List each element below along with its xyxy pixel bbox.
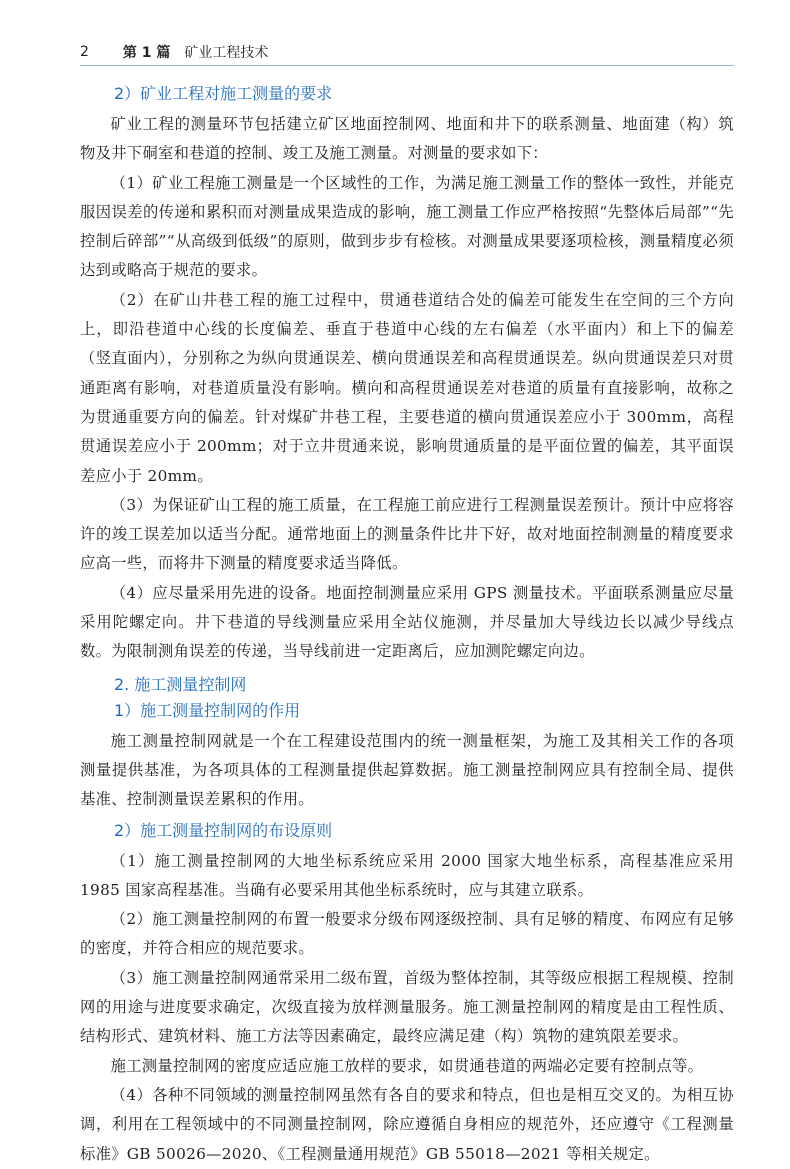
section-heading: 2）施工测量控制网的布设原则 bbox=[114, 820, 333, 840]
paragraph: （4）应尽量采用先进的设备。地面控制测量应采用 GPS 测量技术。平面联系测量应尽量采用陀螺定向。井下巷道的导线测量应采用全站仪施测，并尽量加大导线边长以减少导线点数。为限制测角误差的传递，当导线前进一定距离后，应加测陀螺定向边。 bbox=[80, 583, 734, 661]
section-heading: 2. 施工测量控制网 bbox=[114, 674, 247, 694]
chapter-label: 第 1 篇 bbox=[122, 45, 171, 61]
paragraph: （2）在矿山井巷工程的施工过程中，贯通巷道结合处的偏差可能发生在空间的三个方向上，即沿巷道中心线的长度偏差、垂直于巷道中心线的左右偏差（水平面内）和上下的偏差（竖直面内），分别称之为纵向贯通误差、横向贯通误差和高程贯通误差。纵向贯通误差只对贯通距离有影响，对巷道质量没有影响。横向和高程贯通误差对巷道的质量有直接影响，故称之为贯通重要方向的偏差。针对煤矿井巷工程，主要巷道的横向贯通误差应小于 300mm，高程贯通误差应小于 200mm；对于立井贯通来说，影响贯通质量的是平面位置的偏差，其平面误差应小于 20mm。 bbox=[80, 290, 734, 485]
paragraph: （3）为保证矿山工程的施工质量，在工程施工前应进行工程测量误差预计。预计中应将容许的竣工误差加以适当分配。通常地面上的测量条件比井下好，故对地面控制测量的精度要求应高一些，而将井下测量的精度要求适当降低。 bbox=[80, 495, 734, 573]
paragraph: （4）各种不同领域的测量控制网虽然有各自的要求和特点，但也是相互交叉的。为相互协调，利用在工程领域中的不同测量控制网，除应遵循自身相应的规范外，还应遵守《工程测量标准》GB 50026—2020、《工程测量通用规范》GB 55018—2021 等相关规定。 bbox=[80, 1085, 734, 1163]
paragraph: 施工测量控制网的密度应适应施工放样的要求，如贯通巷道的两端必定要有控制点等。 bbox=[110, 1056, 704, 1075]
paragraph: （2）施工测量控制网的布置一般要求分级布网逐级控制、具有足够的精度、布网应有足够的密度，并符合相应的规范要求。 bbox=[80, 910, 734, 958]
running-header bbox=[80, 40, 734, 64]
paragraph: （1）矿业工程施工测量是一个区域性的工作，为满足施工测量工作的整体一致性，并能克服因误差的传递和累积而对测量成果造成的影响，施工测量工作应严格按照“先整体后局部”“先控制后碎部”“从高级到低级”的原则，做到步步有检核。对测量成果要逐项检核，测量精度必须达到或略高于规范的要求。 bbox=[80, 173, 734, 280]
paragraph: 矿业工程的测量环节包括建立矿区地面控制网、地面和井下的联系测量、地面建（构）筑物及井下硐室和巷道的控制、竣工及施工测量。对测量的要求如下： bbox=[80, 115, 734, 163]
section-heading: 1）施工测量控制网的作用 bbox=[114, 700, 301, 720]
page-body bbox=[80, 78, 734, 1169]
chapter-title: 矿业工程技术 bbox=[184, 45, 269, 61]
paragraph: （3）施工测量控制网通常采用二级布置，首级为整体控制，其等级应根据工程规模、控制网的用途与进度要求确定，次级直接为放样测量服务。施工测量控制网的精度是由工程性质、结构形式、建筑材料、施工方法等因素确定，最终应满足建（构）筑物的建筑限差要求。 bbox=[80, 968, 734, 1046]
section-heading: 2）矿业工程对施工测量的要求 bbox=[114, 84, 333, 103]
paragraph: 施工测量控制网就是一个在工程建设范围内的统一测量框架，为施工及其相关工作的各项测量提供基准，为各项具体的工程测量提供起算数据。施工测量控制网应具有控制全局、提供基准、控制测量误差累积的作用。 bbox=[80, 731, 734, 809]
header-divider bbox=[80, 65, 734, 66]
page-number: 2 bbox=[80, 44, 89, 60]
paragraph: （1）施工测量控制网的大地坐标系统应采用 2000 国家大地坐标系，高程基准应采用 1985 国家高程基准。当确有必要采用其他坐标系统时，应与其建立联系。 bbox=[80, 851, 734, 899]
